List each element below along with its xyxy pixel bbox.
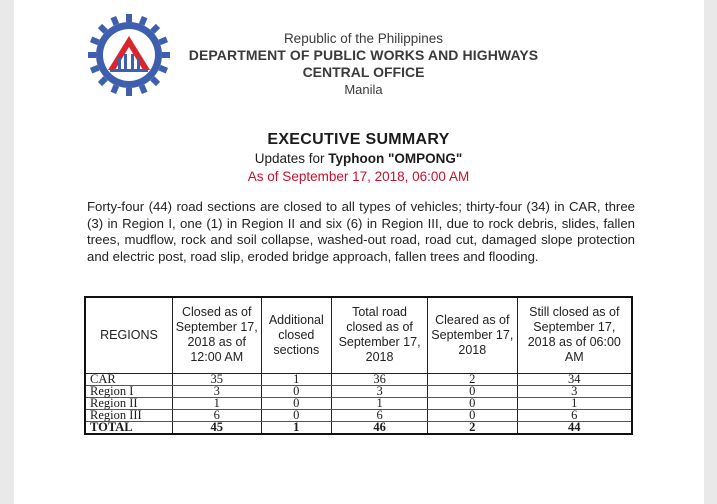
header-city: Manila — [344, 82, 383, 97]
cell-value: 0 — [261, 409, 332, 421]
cell-value: 1 — [261, 373, 332, 385]
table-row — [85, 385, 632, 397]
document-subtitle — [0, 151, 717, 166]
cell-value: 1 — [172, 397, 261, 409]
subtitle-prefix: Updates for — [254, 151, 329, 166]
summary-paragraph: Forty-four (44) road sections are closed to all types of vehicles; thirty-four (34) in CAR, three (3) in Region I, one (1) in Region II and six (6) in Region III, due to rock debris, slides, fallen trees, mudflow, rock and soil collapse, washed-out road, road cut, damaged slope protection and electric post, road slip, eroded bridge approach, fallen trees and flooding. — [87, 199, 635, 264]
cell-value: 0 — [428, 385, 518, 397]
table-row — [85, 373, 632, 385]
cell-value: 3 — [517, 385, 632, 397]
cell-value: 1 — [517, 397, 632, 409]
cell-value: 0 — [261, 385, 332, 397]
cell-region: CAR — [85, 373, 172, 385]
table-header-row — [85, 297, 632, 373]
cell-value: 0 — [428, 397, 518, 409]
cell-total-value: 44 — [517, 421, 632, 434]
cell-region: Region III — [85, 409, 172, 421]
cell-value: 36 — [332, 373, 428, 385]
col-header-cleared: Cleared as of September 17, 2018 — [428, 297, 518, 373]
cell-value: 1 — [332, 397, 428, 409]
col-header-regions: REGIONS — [85, 297, 172, 373]
cell-total-value: 2 — [428, 421, 518, 434]
col-header-closed-1200: Closed as of September 17, 2018 as of 12:00 AM — [172, 297, 261, 373]
cell-region: Region II — [85, 397, 172, 409]
table-row — [85, 397, 632, 409]
cell-value: 6 — [332, 409, 428, 421]
header-department: DEPARTMENT OF PUBLIC WORKS AND HIGHWAYS — [188, 47, 539, 63]
cell-value: 3 — [332, 385, 428, 397]
cell-total-label: TOTAL — [85, 421, 172, 434]
header-office: CENTRAL OFFICE — [302, 64, 425, 80]
col-header-total-closed: Total road closed as of September 17, 2018 — [332, 297, 428, 373]
typhoon-name: Typhoon "OMPONG" — [328, 151, 463, 166]
cell-value: 34 — [517, 373, 632, 385]
cell-value: 2 — [428, 373, 518, 385]
cell-total-value: 45 — [172, 421, 261, 434]
table-row — [85, 409, 632, 421]
cell-value: 6 — [517, 409, 632, 421]
cell-value: 35 — [172, 373, 261, 385]
table-total-row — [85, 421, 632, 434]
cell-total-value: 46 — [332, 421, 428, 434]
cell-total-value: 1 — [261, 421, 332, 434]
cell-value: 0 — [261, 397, 332, 409]
cell-value: 0 — [428, 409, 518, 421]
road-closure-table — [84, 296, 633, 435]
header-republic: Republic of the Philippines — [283, 31, 444, 46]
cell-region: Region I — [85, 385, 172, 397]
as-of-date: As of September 17, 2018, 06:00 AM — [247, 169, 470, 184]
document-title: EXECUTIVE SUMMARY — [267, 131, 450, 148]
col-header-still-closed: Still closed as of September 17, 2018 as of 06:00 AM — [517, 297, 632, 373]
col-header-additional: Additional closed sections — [261, 297, 332, 373]
cell-value: 3 — [172, 385, 261, 397]
cell-value: 6 — [172, 409, 261, 421]
